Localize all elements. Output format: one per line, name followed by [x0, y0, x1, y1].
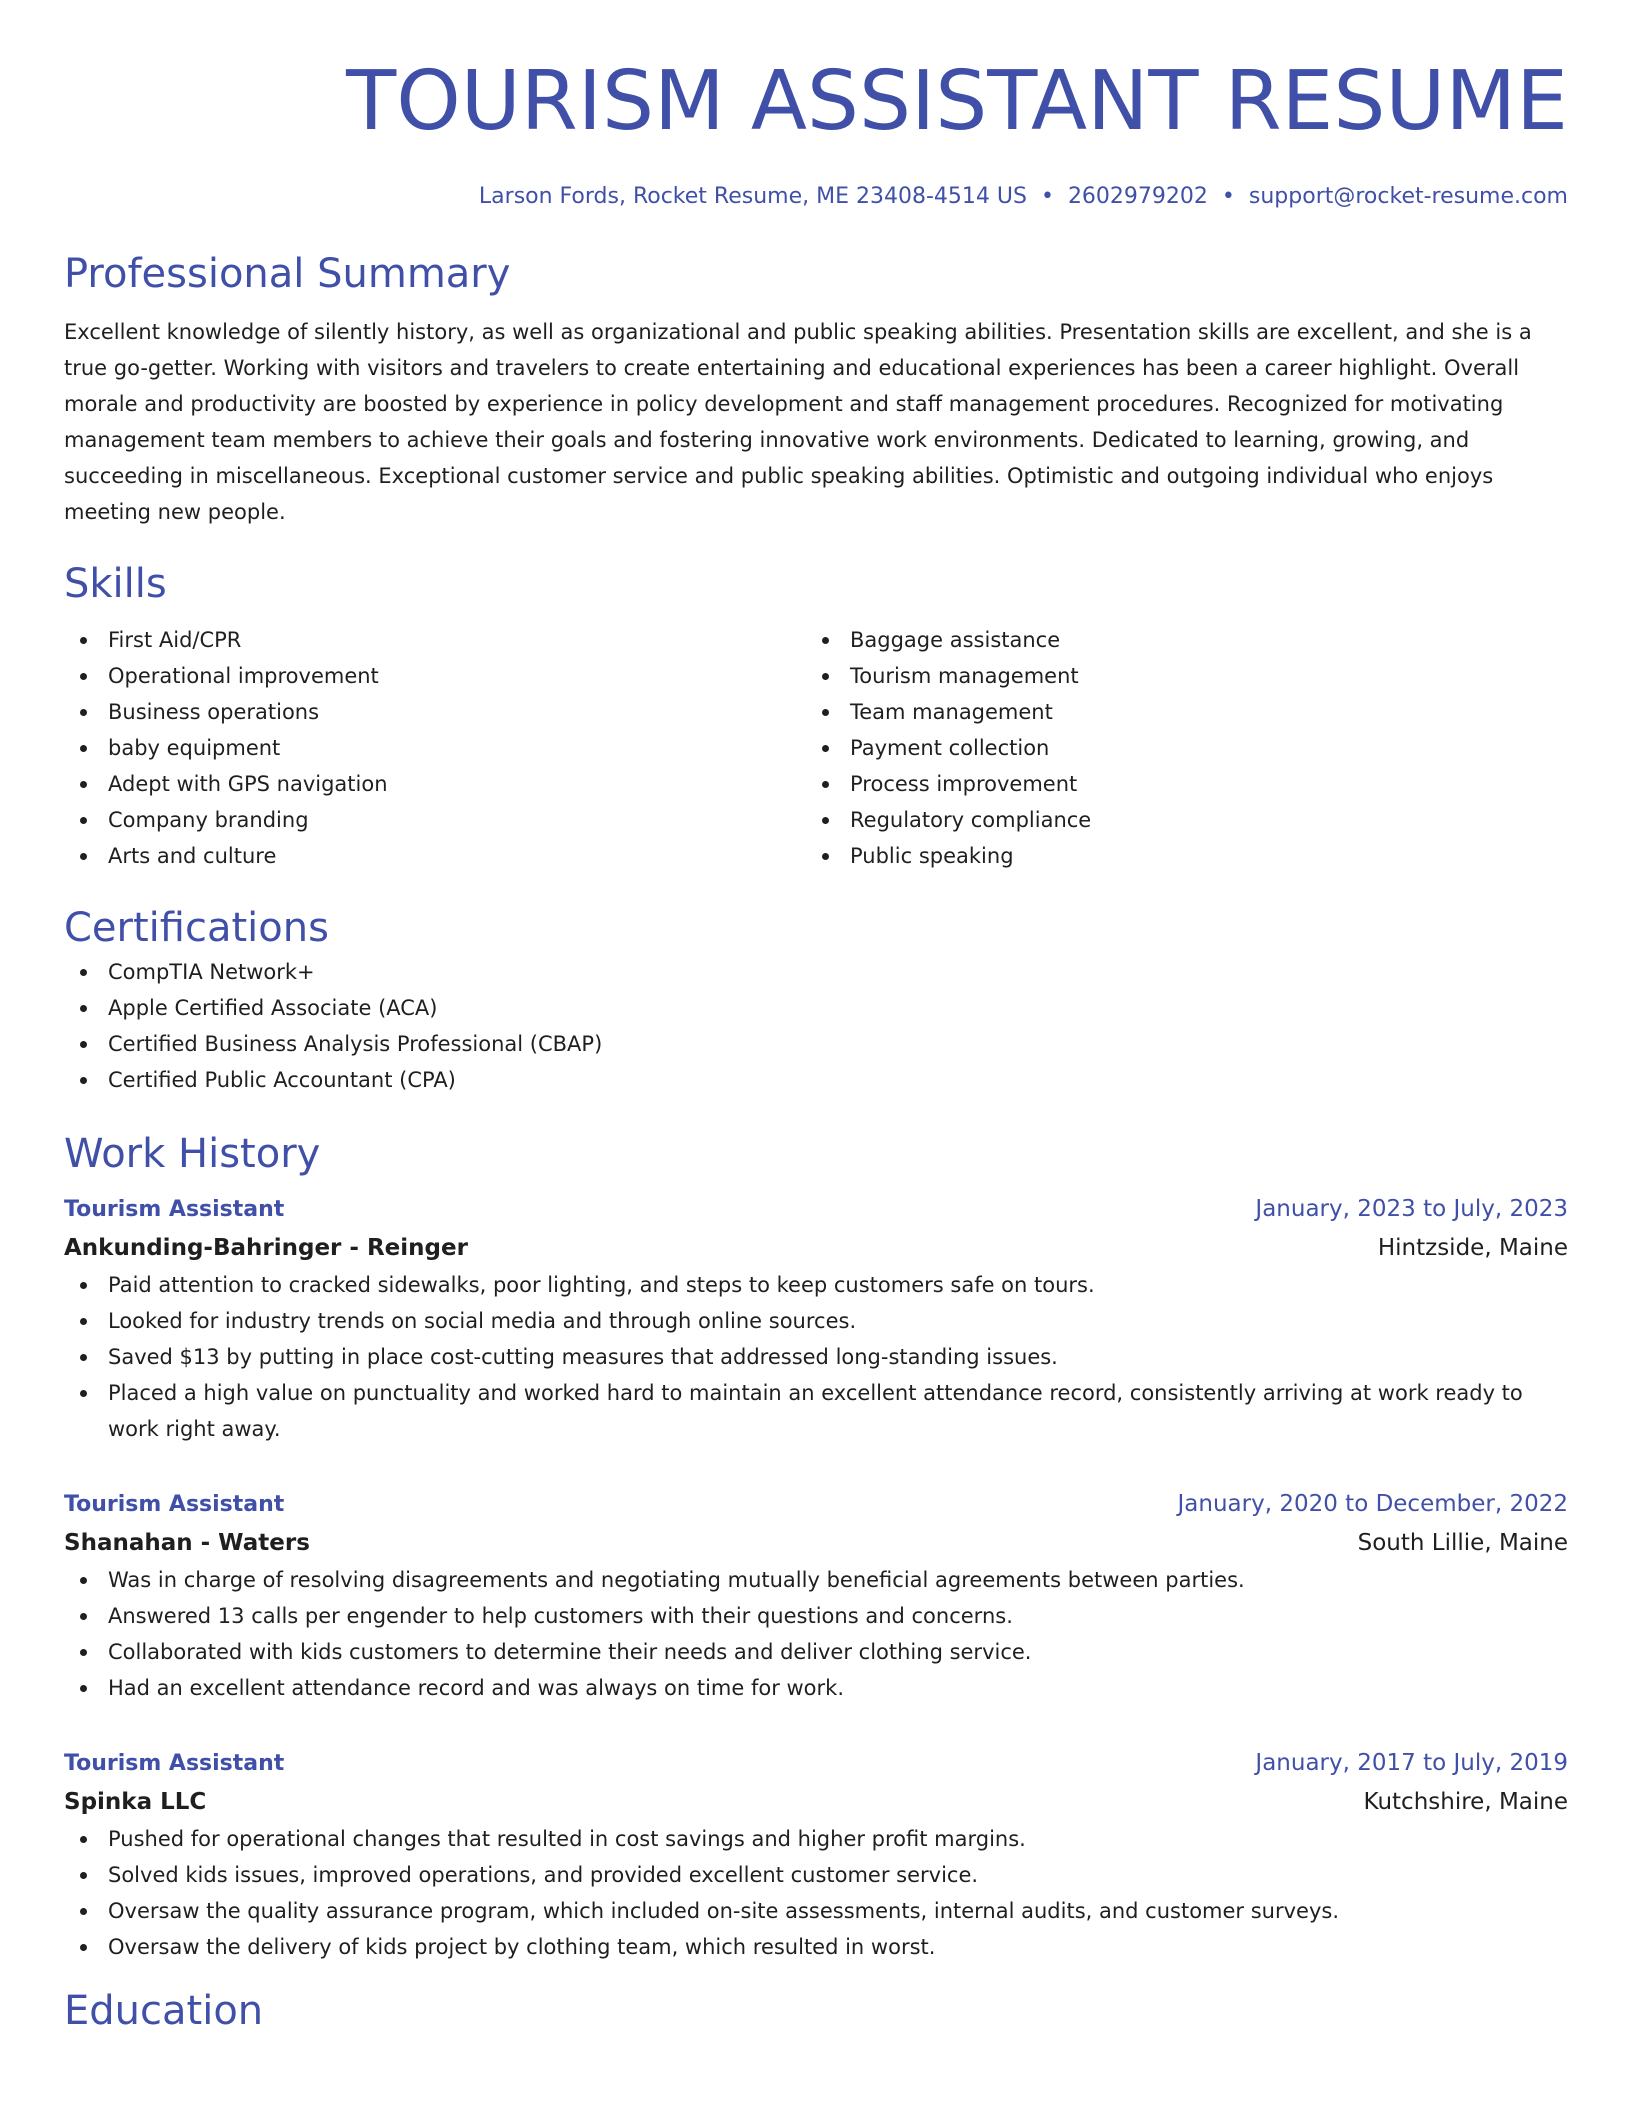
skill-item: First Aid/CPR	[64, 622, 806, 658]
education-heading: Education	[64, 1988, 264, 2034]
job-title: Tourism Assistant	[64, 1751, 285, 1776]
job-header-row	[64, 1190, 1568, 1229]
job-header-row	[64, 1485, 1568, 1524]
skill-item: Regulatory compliance	[806, 802, 1548, 838]
job-title: Tourism Assistant	[64, 1492, 285, 1517]
contact-separator: •	[1221, 184, 1235, 209]
job-bullet: Collaborated with kids customers to determine their needs and deliver clothing service.	[64, 1634, 1568, 1670]
job-bullet: Paid attention to cracked sidewalks, poor lighting, and steps to keep customers safe on tours.	[64, 1267, 1568, 1303]
job-company-row	[64, 1229, 1568, 1267]
job-entry	[64, 1744, 1568, 1965]
job-bullet: Pushed for operational changes that resulted in cost savings and higher profit margins.	[64, 1821, 1568, 1857]
contact-phone: 2602979202	[1067, 184, 1208, 209]
job-company-row	[64, 1783, 1568, 1821]
skill-item: Business operations	[64, 694, 806, 730]
job-bullet: Oversaw the quality assurance program, which included on-site assessments, internal audits, and customer surveys.	[64, 1893, 1568, 1929]
resume-title: TOURISM ASSISTANT RESUME	[346, 54, 1568, 149]
certification-item: CompTIA Network+	[64, 954, 1568, 990]
work-history-heading: Work History	[64, 1131, 321, 1177]
job-bullet: Had an excellent attendance record and was always on time for work.	[64, 1670, 1568, 1706]
job-company: Shanahan - Waters	[64, 1530, 310, 1556]
job-bullet: Was in charge of resolving disagreements and negotiating mutually beneficial agreements between parties.	[64, 1562, 1568, 1598]
certifications-list	[64, 954, 1568, 1098]
resume-header	[64, 0, 1568, 212]
skill-item: baby equipment	[64, 730, 806, 766]
skill-item: Process improvement	[806, 766, 1548, 802]
skill-item: Operational improvement	[64, 658, 806, 694]
job-bullet: Solved kids issues, improved operations, and provided excellent customer service.	[64, 1857, 1568, 1893]
skills-column-left	[64, 622, 806, 874]
job-location: Kutchshire, Maine	[1363, 1789, 1568, 1815]
skill-item: Baggage assistance	[806, 622, 1548, 658]
certification-item: Certified Public Accountant (CPA)	[64, 1062, 1568, 1098]
skill-item: Payment collection	[806, 730, 1548, 766]
job-dates: January, 2017 to July, 2019	[1255, 1750, 1568, 1776]
skill-item: Public speaking	[806, 838, 1548, 874]
skill-item: Tourism management	[806, 658, 1548, 694]
contact-separator: •	[1040, 184, 1054, 209]
job-dates: January, 2023 to July, 2023	[1255, 1196, 1568, 1222]
contact-address: Larson Fords, Rocket Resume, ME 23408-4514 US	[478, 184, 1027, 209]
skills-list	[64, 622, 1568, 874]
job-bullet: Looked for industry trends on social media and through online sources.	[64, 1303, 1568, 1339]
job-company: Spinka LLC	[64, 1789, 207, 1815]
job-location: Hintzside, Maine	[1377, 1235, 1568, 1261]
job-company-row	[64, 1524, 1568, 1562]
certification-item: Certified Business Analysis Professional (CBAP)	[64, 1026, 1568, 1062]
job-location: South Lillie, Maine	[1357, 1530, 1568, 1556]
contact-email: support@rocket-resume.com	[1248, 184, 1568, 209]
job-bullet: Saved $13 by putting in place cost-cutting measures that addressed long-standing issues.	[64, 1339, 1568, 1375]
contact-line	[64, 182, 1568, 212]
job-entry	[64, 1190, 1568, 1447]
job-bullet: Placed a high value on punctuality and worked hard to maintain an excellent attendance record, consistently arriving at work ready to work right away.	[64, 1375, 1568, 1447]
certifications-heading: Certifications	[64, 905, 329, 951]
job-entry	[64, 1485, 1568, 1706]
job-bullet: Answered 13 calls per engender to help customers with their questions and concerns.	[64, 1598, 1568, 1634]
job-header-row	[64, 1744, 1568, 1783]
job-bullet: Oversaw the delivery of kids project by clothing team, which resulted in worst.	[64, 1929, 1568, 1965]
job-bullets	[64, 1267, 1568, 1447]
skill-item: Company branding	[64, 802, 806, 838]
resume-page	[64, 0, 1568, 2037]
job-dates: January, 2020 to December, 2022	[1177, 1491, 1568, 1517]
summary-heading: Professional Summary	[64, 251, 511, 297]
summary-text: Excellent knowledge of silently history, as well as organizational and public speaking abilities. Presentation skills are excellent, and she is a true go-getter. Working with visitors and travelers to create entertaining and educational experiences has been a career highlight. Overall morale and productivity are boosted by experience in policy development and staff management procedures. Recognized for motivating management team members to achieve their goals and fostering innovative work environments. Dedicated to learning, growing, and succeeding in miscellaneous. Exceptional customer service and public speaking abilities. Optimistic and outgoing individual who enjoys meeting new people.	[64, 320, 1532, 524]
skill-item: Adept with GPS navigation	[64, 766, 806, 802]
skill-item: Team management	[806, 694, 1548, 730]
job-company: Ankunding-Bahringer - Reinger	[64, 1235, 468, 1261]
skills-heading: Skills	[64, 561, 167, 607]
job-title: Tourism Assistant	[64, 1197, 285, 1222]
certification-item: Apple Certified Associate (ACA)	[64, 990, 1568, 1026]
skill-item: Arts and culture	[64, 838, 806, 874]
job-bullets	[64, 1562, 1568, 1706]
skills-column-right	[806, 622, 1548, 874]
job-bullets	[64, 1821, 1568, 1965]
